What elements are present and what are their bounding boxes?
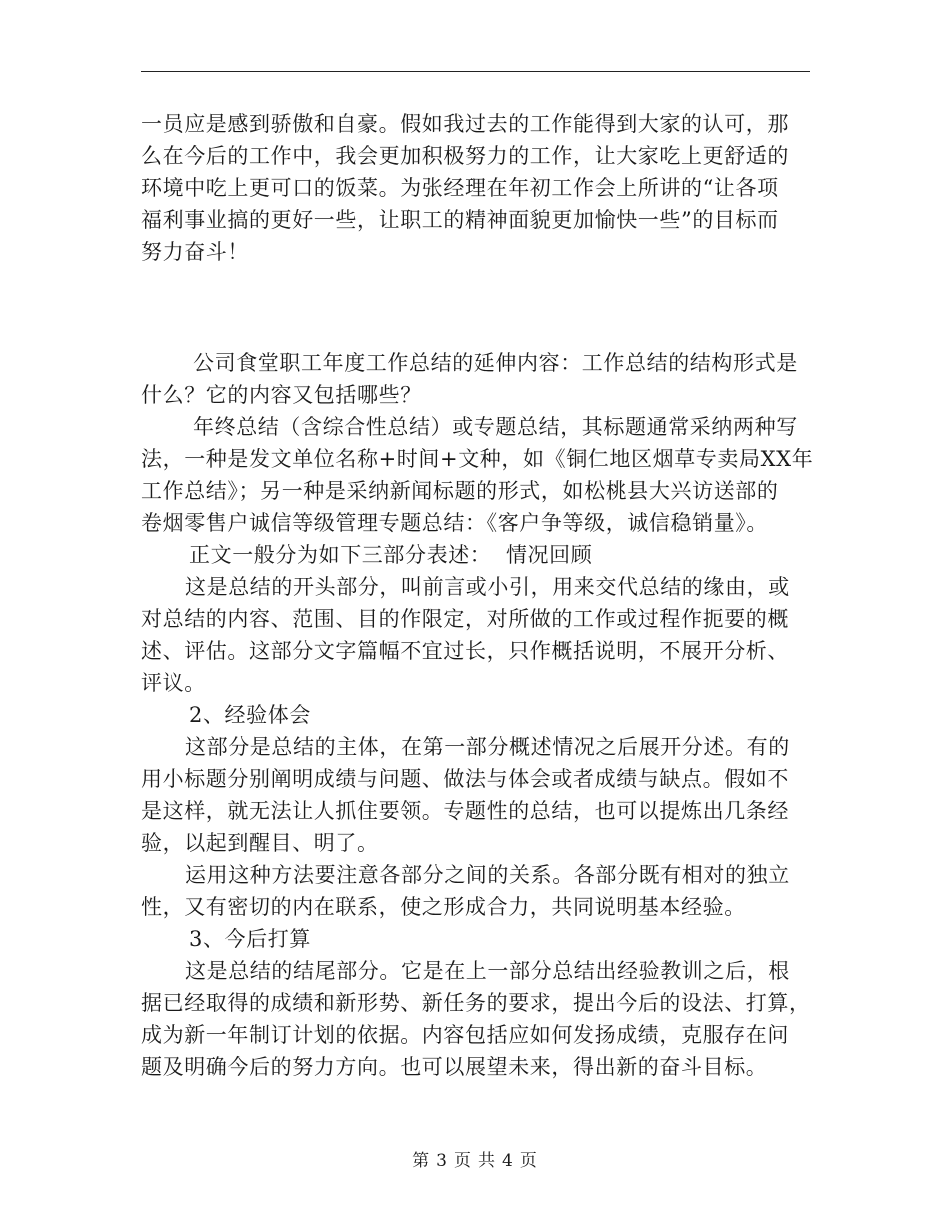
- paragraph-title-forms: [141, 411, 813, 539]
- text-line: 一员应是感到骄傲和自豪。假如我过去的工作能得到大家的认可，那: [141, 112, 789, 136]
- text-line: 么在今后的工作中，我会更加积极努力的工作，让大家吃上更舒适的: [141, 144, 789, 168]
- text-line: 环境中吃上更可口的饭菜。为张经理在年初工作会上所讲的“让各项: [141, 176, 779, 200]
- text-line: 什么？它的内容又包括哪些？: [141, 383, 422, 407]
- footer-label-gong: 共: [478, 1151, 496, 1171]
- text-line: 努力奋斗！: [141, 240, 249, 264]
- text-line: 评议。: [141, 671, 206, 695]
- section-heading-2: 2、经验体会: [189, 703, 311, 727]
- paragraph-gap: [141, 268, 813, 347]
- text-line: 用小标题分别阐明成绩与问题、做法与体会或者成绩与缺点。假如不: [141, 767, 789, 791]
- paragraph-closing: [141, 108, 813, 268]
- section-heading-3: 3、今后打算: [189, 927, 311, 951]
- text-line: 述、评估。这部分文字篇幅不宜过长，只作概括说明，不展开分析、: [141, 639, 789, 663]
- text-line: 运用这种方法要注意各部分之间的关系。各部分既有相对的独立: [185, 863, 790, 887]
- text-line: 福利事业搞的更好一些，让职工的精神面貌更加愉快一些”的目标而: [141, 208, 779, 232]
- text-line: 公司食堂职工年度工作总结的延伸内容：工作总结的结构形式是: [193, 351, 798, 375]
- footer-page-current: 3: [436, 1151, 448, 1171]
- body-intro-line: 正文一般分为如下三部分表述： 情况回顾: [189, 543, 593, 567]
- text-line: 是这样，就无法让人抓住要领。专题性的总结，也可以提炼出几条经: [141, 799, 789, 823]
- footer-label-di: 第: [412, 1151, 431, 1171]
- text-line: 这是总结的开头部分，叫前言或小引，用来交代总结的缘由，或: [185, 575, 790, 599]
- paragraph-part1: [141, 571, 813, 699]
- header-rule: [141, 71, 810, 72]
- paragraph-part3: [141, 955, 813, 1083]
- text-line: 法，一种是发文单位名称+时间+文种，如《铜仁地区烟草专卖局XX年: [141, 447, 814, 471]
- text-line: 这部分是总结的主体，在第一部分概述情况之后展开分述。有的: [185, 735, 790, 759]
- body-text: [141, 108, 813, 1083]
- text-line: 据已经取得的成绩和新形势、新任务的要求，提出今后的设法、打算，: [141, 991, 811, 1015]
- footer-page-total: 4: [502, 1151, 514, 1171]
- footer-label-ye-2: 页: [519, 1151, 538, 1171]
- text-line: 验，以起到醒目、明了。: [141, 831, 379, 855]
- paragraph-part2: [141, 731, 813, 859]
- text-line: 性，又有密切的内在联系，使之形成合力，共同说明基本经验。: [141, 895, 746, 919]
- text-line: 年终总结（含综合性总结）或专题总结，其标题通常采纳两种写: [193, 415, 798, 439]
- text-line: 题及明确今后的努力方向。也可以展望未来，得出新的奋斗目标。: [141, 1055, 768, 1079]
- text-line: 对总结的内容、范围、目的作限定，对所做的工作或过程作扼要的概: [141, 607, 789, 631]
- paragraph-part2-b: [141, 859, 813, 923]
- page-footer: [0, 1146, 950, 1171]
- text-line: 卷烟零售户诚信等级管理专题总结：《客户争等级，诚信稳销量》。: [141, 511, 768, 535]
- text-line: 工作总结》；另一种是采纳新闻标题的形式，如松桃县大兴访送部的: [141, 479, 779, 503]
- text-line: 这是总结的结尾部分。它是在上一部分总结出经验教训之后，根: [185, 959, 790, 983]
- footer-label-ye: 页: [454, 1151, 472, 1171]
- extension-heading: [141, 347, 813, 411]
- text-line: 成为新一年制订计划的依据。内容包括应如何发扬成绩，克服存在问: [141, 1023, 789, 1047]
